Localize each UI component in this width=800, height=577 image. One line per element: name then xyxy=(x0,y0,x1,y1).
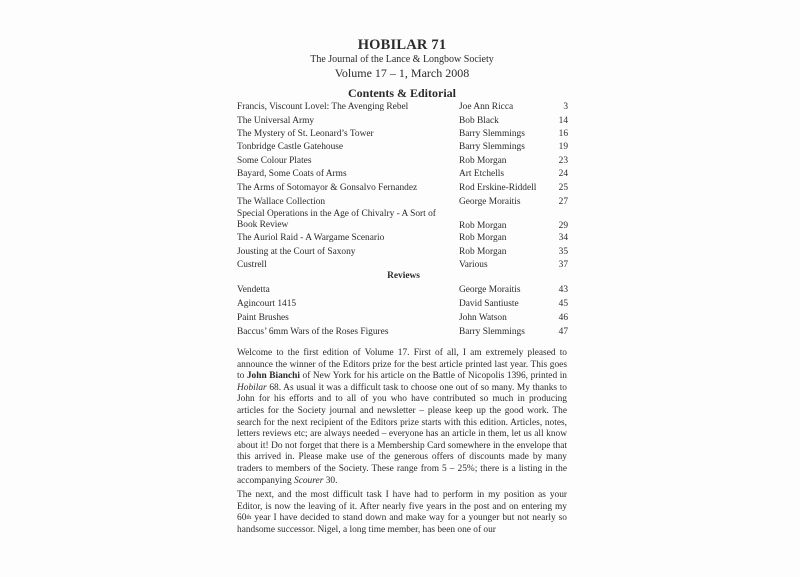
review-title: Agincourt 1415 xyxy=(237,299,297,309)
toc-author: Art Etchells xyxy=(459,169,505,179)
volume-line: Volume 17 – 1, March 2008 xyxy=(334,66,470,80)
toc-author: George Moraitis xyxy=(459,197,521,207)
editorial-text: 30. xyxy=(323,475,338,486)
toc-title: The Wallace Collection xyxy=(237,197,326,207)
toc-page: 29 xyxy=(558,221,568,231)
toc-page: 37 xyxy=(558,260,568,270)
toc-author: Bob Black xyxy=(459,116,499,126)
toc-title: The Universal Army xyxy=(237,116,315,126)
toc-author: Rod Erskine-Riddell xyxy=(459,183,537,193)
editorial-paragraph xyxy=(237,348,567,487)
toc-entry xyxy=(237,101,570,114)
review-author: David Santiuste xyxy=(459,299,519,309)
toc-author: Barry Slemmings xyxy=(459,129,525,139)
review-entry xyxy=(237,326,570,339)
toc-page: 24 xyxy=(558,169,568,179)
reviews-heading: Reviews xyxy=(387,271,420,281)
editorial-text: The next, and the most difficult task I have had to perform in my position as your Editor, is now the leaving of it. After nearly five years in the post and on entering my 60 xyxy=(237,490,567,524)
contents-heading: Contents & Editorial xyxy=(348,86,456,100)
toc-entry xyxy=(237,141,570,154)
toc-entry xyxy=(237,209,570,233)
toc-author: Joe Ann Ricca xyxy=(459,102,514,112)
journal-subtitle: The Journal of the Lance & Longbow Society xyxy=(310,54,494,65)
toc-entry xyxy=(237,115,570,128)
toc-page: 23 xyxy=(558,156,568,166)
toc-entry xyxy=(237,232,570,245)
editorial-text: of New York for his article on the Battle of Nicopolis 1396, printed in xyxy=(299,371,567,382)
toc-entry xyxy=(237,196,570,209)
toc-author: Rob Morgan xyxy=(459,247,507,257)
review-title: Paint Brushes xyxy=(237,313,289,323)
toc-page: 14 xyxy=(558,116,568,126)
review-author: John Watson xyxy=(459,313,507,323)
toc-page: 25 xyxy=(558,183,568,193)
toc-title: Special Operations in the Age of Chivalry - A Sort of Book Review xyxy=(237,209,436,230)
toc-title: The Mystery of St. Leonard’s Tower xyxy=(237,129,374,139)
editorial-text: Welcome to the first edition of Volume 17. First of all, I am extremely pleased to announce the winner of the Editors prize for the best article printed last year. This goes to xyxy=(237,348,567,382)
editorial-paragraph xyxy=(237,490,567,536)
review-entry xyxy=(237,284,570,297)
editorial-text: year I have decided to stand down and make way for a younger but not nearly so handsome successor. Nigel, a long time member, has been one of our xyxy=(237,513,567,535)
journal-header xyxy=(236,37,568,80)
review-page: 43 xyxy=(558,285,568,295)
review-entry xyxy=(237,298,570,311)
ordinal-suffix: th xyxy=(246,514,252,522)
journal-title: HOBILAR 71 xyxy=(357,37,447,53)
review-author: Barry Slemmings xyxy=(459,327,525,337)
newsletter-name: Scourer xyxy=(294,475,324,486)
toc-entry xyxy=(237,182,570,195)
toc-page: 16 xyxy=(558,129,568,139)
toc-page: 3 xyxy=(563,102,568,112)
editorial-text: 68. As usual it was a difficult task to choose one out of so many. My thanks to John for his efforts and to all of you who have contributed so much in producing articles for the Society journal and newsletter – please keep up the good work. The search for the next recipient of the Editors prize starts with this edition. Articles, notes, letters reviews etc; are always needed – everyone has an article in them, let us all know about it! Do not forget that there is a Membership Card somewhere in the envelope that this arrived in. Please make use of the generous offers of discounts made by many traders to members of the Society. These range from 5 – 25%; there is a listing in the accompanying xyxy=(237,382,567,486)
toc-author: Rob Morgan xyxy=(459,156,507,166)
toc-entry xyxy=(237,246,570,259)
toc-title: The Arms of Sotomayor & Gonsalvo Fernandez xyxy=(237,183,418,193)
toc-page: 27 xyxy=(558,197,568,207)
toc-author: Various xyxy=(459,260,488,270)
review-entry xyxy=(237,312,570,325)
review-title: Vendetta xyxy=(237,285,270,295)
review-page: 46 xyxy=(558,313,568,323)
toc-title: Francis, Viscount Lovel: The Avenging Rebel xyxy=(237,102,409,112)
review-author: George Moraitis xyxy=(459,285,521,295)
toc-title: Tonbridge Castle Gatehouse xyxy=(237,142,344,152)
toc-entry xyxy=(237,168,570,181)
toc-entry xyxy=(237,155,570,168)
toc-title: Some Colour Plates xyxy=(237,156,312,166)
toc-page: 35 xyxy=(558,247,568,257)
toc-page: 34 xyxy=(558,233,568,243)
toc-title: Custrell xyxy=(237,260,267,270)
toc-title: Jousting at the Court of Saxony xyxy=(237,247,356,257)
toc-author: Rob Morgan xyxy=(459,221,507,231)
winner-name: John Bianchi xyxy=(246,371,300,382)
toc-page: 19 xyxy=(558,142,568,152)
toc-author: Barry Slemmings xyxy=(459,142,525,152)
review-title: Baccus’ 6mm Wars of the Roses Figures xyxy=(237,327,389,337)
toc-title: Bayard, Some Coats of Arms xyxy=(237,169,347,179)
journal-name: Hobilar xyxy=(237,382,267,393)
toc-author: Rob Morgan xyxy=(459,233,507,243)
toc-entry xyxy=(237,128,570,141)
toc-title: The Auriol Raid - A Wargame Scenario xyxy=(237,233,385,243)
review-page: 47 xyxy=(558,327,568,337)
review-page: 45 xyxy=(558,299,568,309)
